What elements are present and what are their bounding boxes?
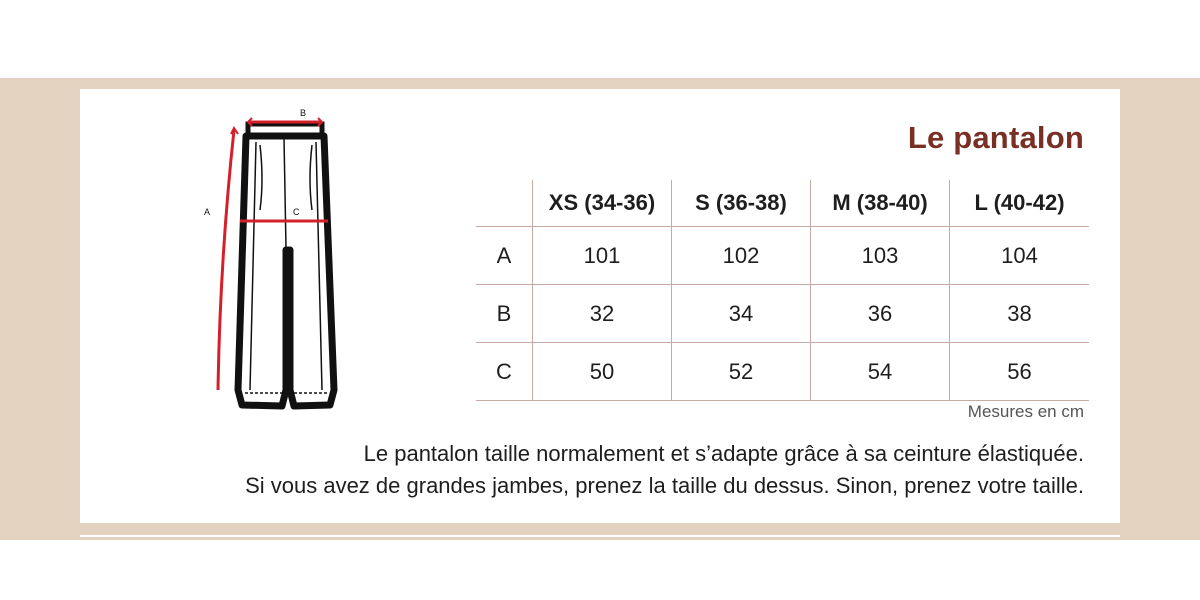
table-row: [476, 343, 1089, 401]
diagram-label-b: B: [300, 108, 307, 118]
row-header: B: [476, 285, 533, 343]
column-header: S (36-38): [672, 180, 811, 227]
table-cell: 38: [950, 285, 1090, 343]
column-header: L (40-42): [950, 180, 1090, 227]
trousers-icon: [190, 100, 350, 420]
divider: [80, 535, 1120, 537]
diagram-label-a: A: [204, 207, 211, 217]
row-header: A: [476, 227, 533, 285]
table-cell: 104: [950, 227, 1090, 285]
column-header: XS (34-36): [533, 180, 672, 227]
unit-note: Mesures en cm: [967, 402, 1084, 421]
fit-description: [245, 438, 1084, 502]
description-line: Le pantalon taille normalement et s’adapte grâce à sa ceinture élastiquée.: [363, 441, 1084, 466]
table-row: [476, 227, 1089, 285]
table-cell: 50: [533, 343, 672, 401]
table-cell: 54: [811, 343, 950, 401]
table-cell: 32: [533, 285, 672, 343]
row-header: C: [476, 343, 533, 401]
table-cell: 34: [672, 285, 811, 343]
page-title: Le pantalon: [907, 120, 1084, 155]
column-header: M (38-40): [811, 180, 950, 227]
description-line: Si vous avez de grandes jambes, prenez la taille du dessus. Sinon, prenez votre taille.: [245, 473, 1084, 498]
diagram-label-c: C: [293, 207, 300, 217]
table-cell: 101: [533, 227, 672, 285]
size-table: [476, 180, 1089, 401]
table-cell: 36: [811, 285, 950, 343]
table-cell: 102: [672, 227, 811, 285]
corner-cell: [476, 180, 533, 227]
table-cell: 103: [811, 227, 950, 285]
table-cell: 56: [950, 343, 1090, 401]
table-row: [476, 285, 1089, 343]
table-cell: 52: [672, 343, 811, 401]
